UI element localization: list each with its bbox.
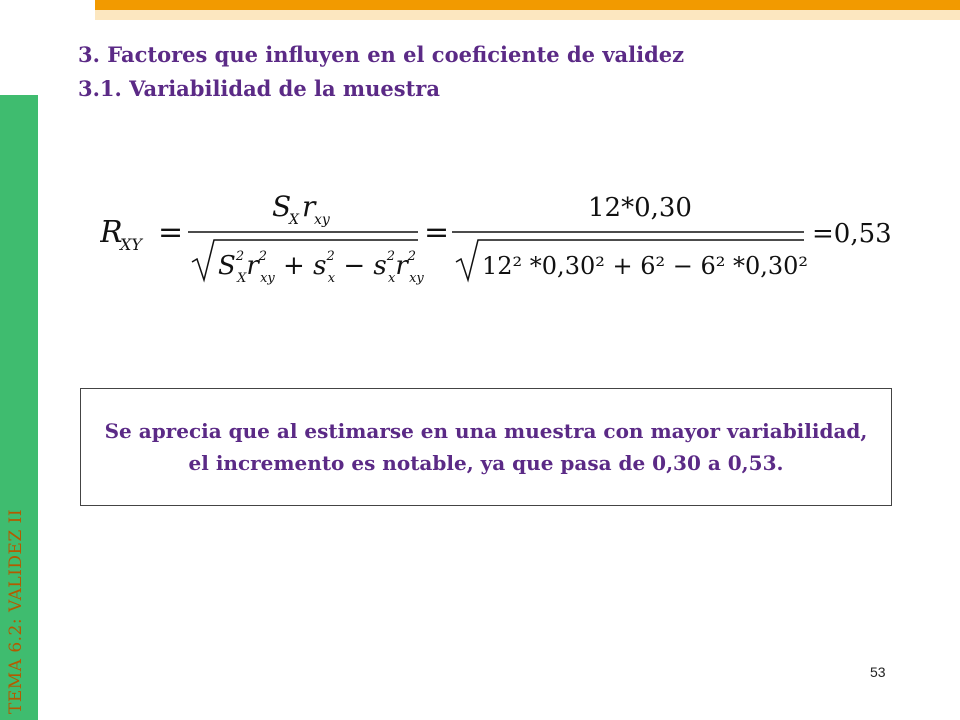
formula-result: =0,53 xyxy=(812,219,892,249)
conclusion-text: Se aprecia que al estimarse en una muestra con mayor variabilidad, el incremento es notable, ya que pasa de 0,30 a 0,53. xyxy=(104,419,868,475)
formula-num1-s-sub: X xyxy=(289,212,299,228)
conclusion-box xyxy=(80,388,892,506)
formula-num1-r-sub: xy xyxy=(314,212,330,228)
slide-title-line1: 3. Factores que influyen en el coeficiente de validez xyxy=(78,42,685,67)
slide-title-line2: 3.1. Variabilidad de la muestra xyxy=(78,76,440,101)
slide-title xyxy=(78,38,684,106)
formula-den2: 12² *0,30² + 6² − 6² *0,30² xyxy=(482,252,809,280)
formula-lhs: R xyxy=(100,215,123,250)
formula-num2: 12*0,30 xyxy=(588,193,692,223)
page-number: 53 xyxy=(870,664,886,680)
formula-den1: $S^2$ Xr$^2$ xy + $s^2$ $x - s^2$ $xr^2$ xy xyxy=(218,249,424,286)
formula-num1-r: r xyxy=(302,190,316,223)
top-accent-bar xyxy=(95,0,960,10)
formula-equals-2: = xyxy=(424,215,450,250)
formula-lhs-subscript: XY xyxy=(120,235,142,254)
top-accent-bar-light xyxy=(95,10,960,20)
formula-num1-s: S xyxy=(272,190,292,223)
sidebar-topic-label: TEMA 6.2: VALIDEZ II xyxy=(6,508,26,714)
formula-equals-1: = xyxy=(158,215,184,250)
validity-coefficient-formula xyxy=(100,180,900,300)
